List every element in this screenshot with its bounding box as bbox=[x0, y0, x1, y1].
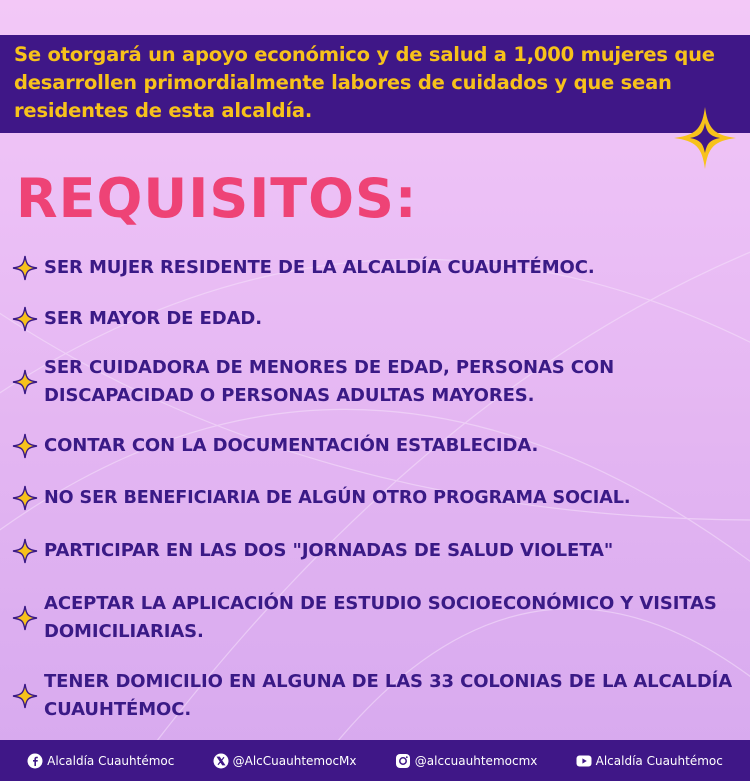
requirement-text: CONTAR CON LA DOCUMENTACIÓN ESTABLECIDA. bbox=[44, 435, 539, 456]
list-item bbox=[12, 590, 750, 646]
list-item bbox=[12, 668, 750, 724]
requirement-text: PARTICIPAR EN LAS DOS "JORNADAS DE SALUD VIOLETA" bbox=[44, 540, 614, 561]
list-item bbox=[12, 354, 750, 410]
social-youtube[interactable] bbox=[576, 753, 723, 769]
x-handle: @AlcCuauhtemocMx bbox=[232, 753, 357, 768]
sparkle-icon bbox=[12, 306, 38, 332]
requirement-text: NO SER BENEFICIARIA DE ALGÚN OTRO PROGRAMA SOCIAL. bbox=[44, 488, 631, 508]
list-item bbox=[12, 305, 750, 333]
requirement-text: SER MAYOR DE EDAD. bbox=[44, 308, 262, 329]
facebook-handle: Alcaldía Cuauhtémoc bbox=[47, 753, 175, 768]
youtube-handle: Alcaldía Cuauhtémoc bbox=[595, 753, 723, 768]
page-title: REQUISITOS: bbox=[16, 167, 418, 230]
list-item bbox=[12, 432, 750, 460]
instagram-handle: @alccuauhtemocmx bbox=[414, 753, 538, 768]
social-instagram[interactable] bbox=[395, 753, 538, 769]
sparkle-icon bbox=[12, 433, 38, 459]
sparkle-icon bbox=[12, 369, 38, 395]
social-facebook[interactable] bbox=[27, 753, 174, 769]
youtube-icon bbox=[576, 753, 592, 769]
list-item bbox=[12, 537, 750, 565]
intro-text: Se otorgará un apoyo económico y de salud a 1,000 mujeres que desarrollen primordialmente labores de cuidados y que sean residentes de esta alcaldía. bbox=[14, 43, 715, 122]
list-item bbox=[12, 484, 750, 512]
sparkle-icon bbox=[12, 485, 38, 511]
requirement-text: SER CUIDADORA DE MENORES DE EDAD, PERSONAS CON DISCAPACIDAD O PERSONAS ADULTAS MAYORES. bbox=[44, 357, 615, 406]
sparkle-icon bbox=[12, 683, 38, 709]
requirement-text: ACEPTAR LA APLICACIÓN DE ESTUDIO SOCIOECONÓMICO Y VISITAS DOMICILIARIAS. bbox=[44, 593, 717, 642]
sparkle-icon bbox=[12, 605, 38, 631]
requirement-text: TENER DOMICILIO EN ALGUNA DE LAS 33 COLONIAS DE LA ALCALDÍA CUAUHTÉMOC. bbox=[44, 671, 733, 720]
social-x[interactable] bbox=[213, 753, 357, 769]
list-item bbox=[12, 254, 750, 282]
x-icon bbox=[213, 753, 229, 769]
social-footer bbox=[0, 740, 750, 781]
sparkle-icon bbox=[12, 255, 38, 281]
requirement-text: SER MUJER RESIDENTE DE LA ALCALDÍA CUAUHTÉMOC. bbox=[44, 257, 595, 278]
sparkle-icon bbox=[12, 538, 38, 564]
facebook-icon bbox=[27, 753, 43, 769]
instagram-icon bbox=[395, 753, 411, 769]
